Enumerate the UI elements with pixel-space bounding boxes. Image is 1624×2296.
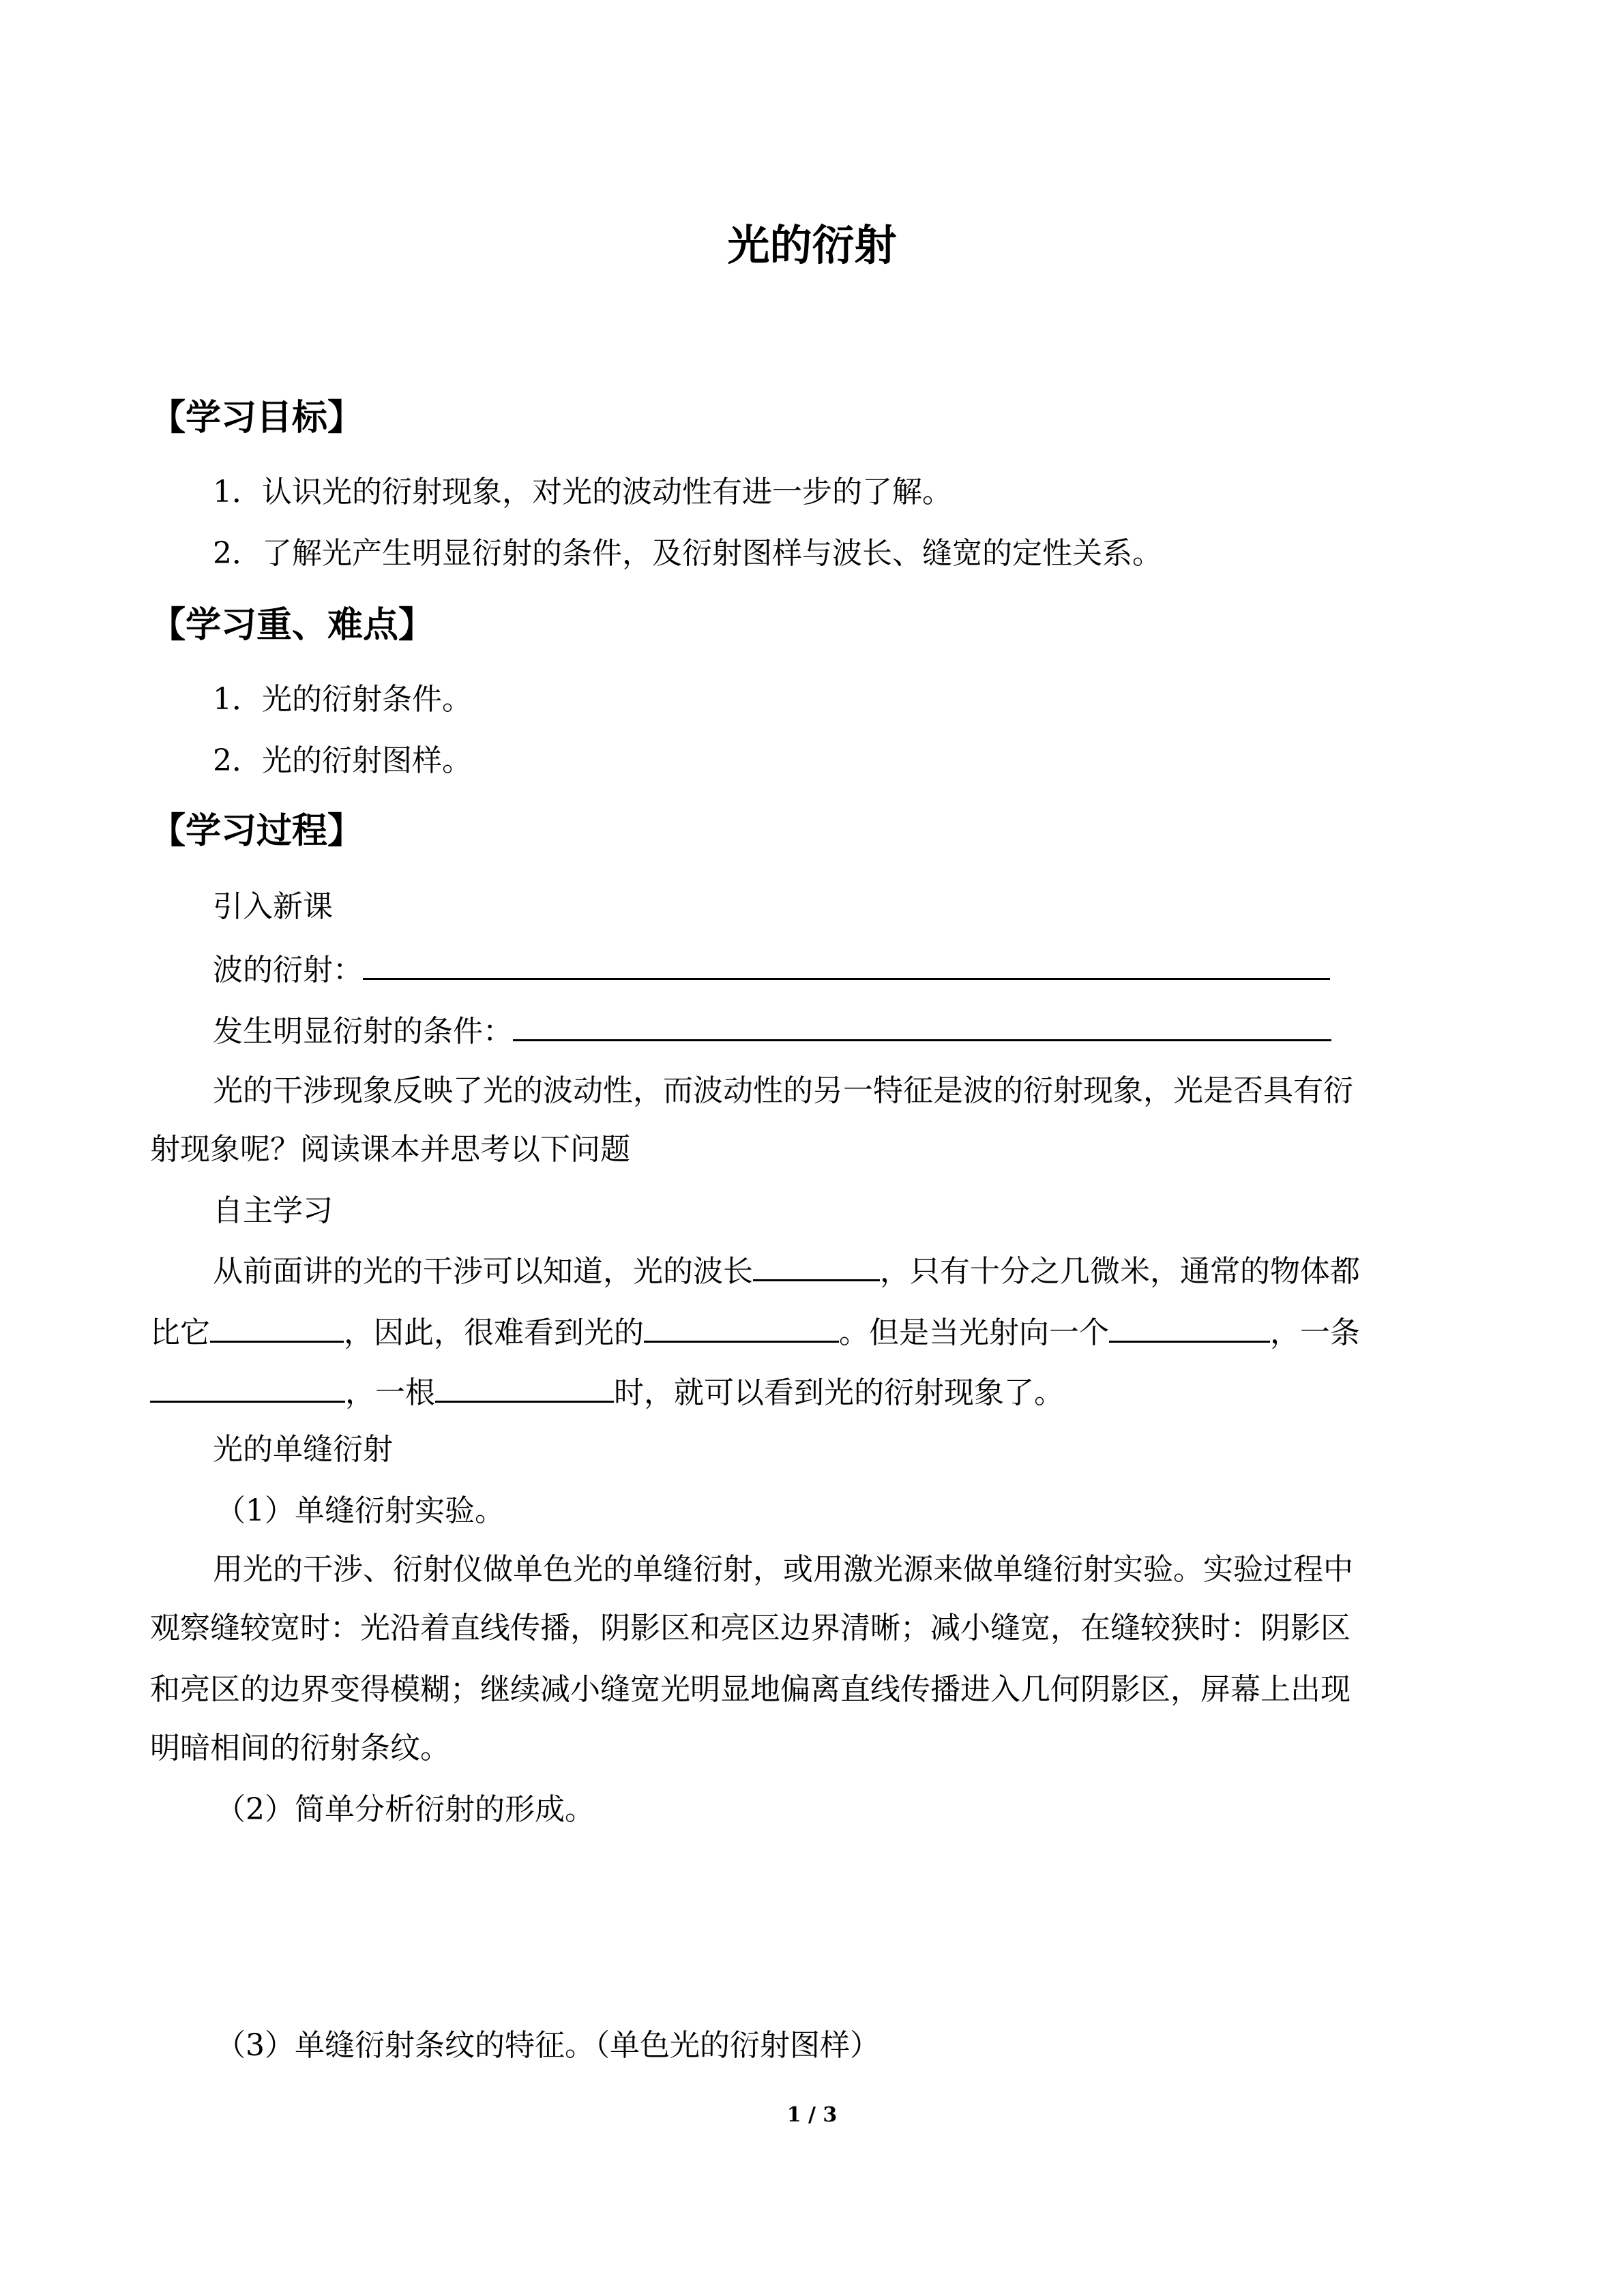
fill2-text-b: ，因此，很难看到光的 <box>344 1315 644 1350</box>
fill1-text-b: ，只有十分之几微米，通常的物体都 <box>880 1254 1360 1289</box>
fill-row-3 <box>150 1371 1064 1414</box>
condition-label: 发生明显衍射的条件： <box>213 1014 513 1049</box>
single-slit-label: 光的单缝衍射 <box>213 1432 393 1467</box>
subsection-1: （1）单缝衍射实验。 <box>216 1493 505 1528</box>
subsection-3: （3）单缝衍射条纹的特征。（单色光的衍射图样） <box>216 2028 880 2063</box>
obstacle-blank[interactable] <box>1109 1311 1270 1343</box>
objective-item-2: 2．了解光产生明显衍射的条件，及衍射图样与波长、缝宽的定性关系。 <box>213 536 1162 571</box>
fill2-text-c: 。但是当光射向一个 <box>839 1315 1109 1350</box>
key-point-item-2: 2．光的衍射图样。 <box>213 743 472 778</box>
fill-row-1 <box>213 1249 1360 1292</box>
objective-item-1: 1．认识光的衍射现象，对光的波动性有进一步的了解。 <box>213 475 952 509</box>
fill3-text-b: 时，就可以看到光的衍射现象了。 <box>614 1375 1064 1410</box>
fill2-text-d: ，一条 <box>1270 1315 1360 1350</box>
object-size-blank[interactable] <box>210 1311 344 1343</box>
fill-row-2 <box>150 1311 1360 1354</box>
section-heading-key-points: 【学习重、难点】 <box>150 605 434 646</box>
wave-diffraction-row <box>213 948 1330 991</box>
slit-blank[interactable] <box>150 1371 345 1403</box>
condition-row <box>213 1009 1331 1052</box>
self-study-label: 自主学习 <box>213 1193 333 1228</box>
page-indicator: 1 / 3 <box>786 2103 838 2127</box>
page-title: 光的衍射 <box>727 220 897 270</box>
section-heading-process: 【学习过程】 <box>150 811 364 852</box>
wave-diffraction-blank[interactable] <box>363 948 1330 980</box>
para2-line-2: 观察缝较宽时：光沿着直线传播，阴影区和亮区边界清晰；减小缝宽，在缝较狭时：阴影区 <box>150 1611 1350 1645</box>
section-heading-objectives: 【学习目标】 <box>150 398 364 438</box>
para2-line-1: 用光的干涉、衍射仪做单色光的单缝衍射，或用激光源来做单缝衍射实验。实验过程中 <box>213 1552 1353 1587</box>
para2-line-3: 和亮区的边界变得模糊；继续减小缝宽光明显地偏离直线传播进入几何阴影区，屏幕上出现 <box>150 1672 1350 1707</box>
wavelength-blank[interactable] <box>753 1249 880 1281</box>
phenomenon-blank[interactable] <box>644 1311 839 1343</box>
needle-blank[interactable] <box>435 1371 614 1403</box>
para1-line-1: 光的干涉现象反映了光的波动性，而波动性的另一特征是波的衍射现象，光是否具有衍 <box>213 1073 1353 1108</box>
fill3-text-a: ，一根 <box>345 1375 435 1410</box>
para1-line-2: 射现象呢？阅读课本并思考以下问题 <box>150 1132 630 1167</box>
subsection-2: （2）简单分析衍射的形成。 <box>216 1792 595 1827</box>
wave-diffraction-label: 波的衍射： <box>213 953 363 987</box>
key-point-item-1: 1．光的衍射条件。 <box>213 682 472 717</box>
condition-blank[interactable] <box>513 1009 1331 1041</box>
para2-line-4: 明暗相间的衍射条纹。 <box>150 1731 450 1765</box>
fill2-text-a: 比它 <box>150 1315 210 1350</box>
intro-label: 引入新课 <box>213 889 333 924</box>
fill1-text-a: 从前面讲的光的干涉可以知道，光的波长 <box>213 1254 753 1289</box>
